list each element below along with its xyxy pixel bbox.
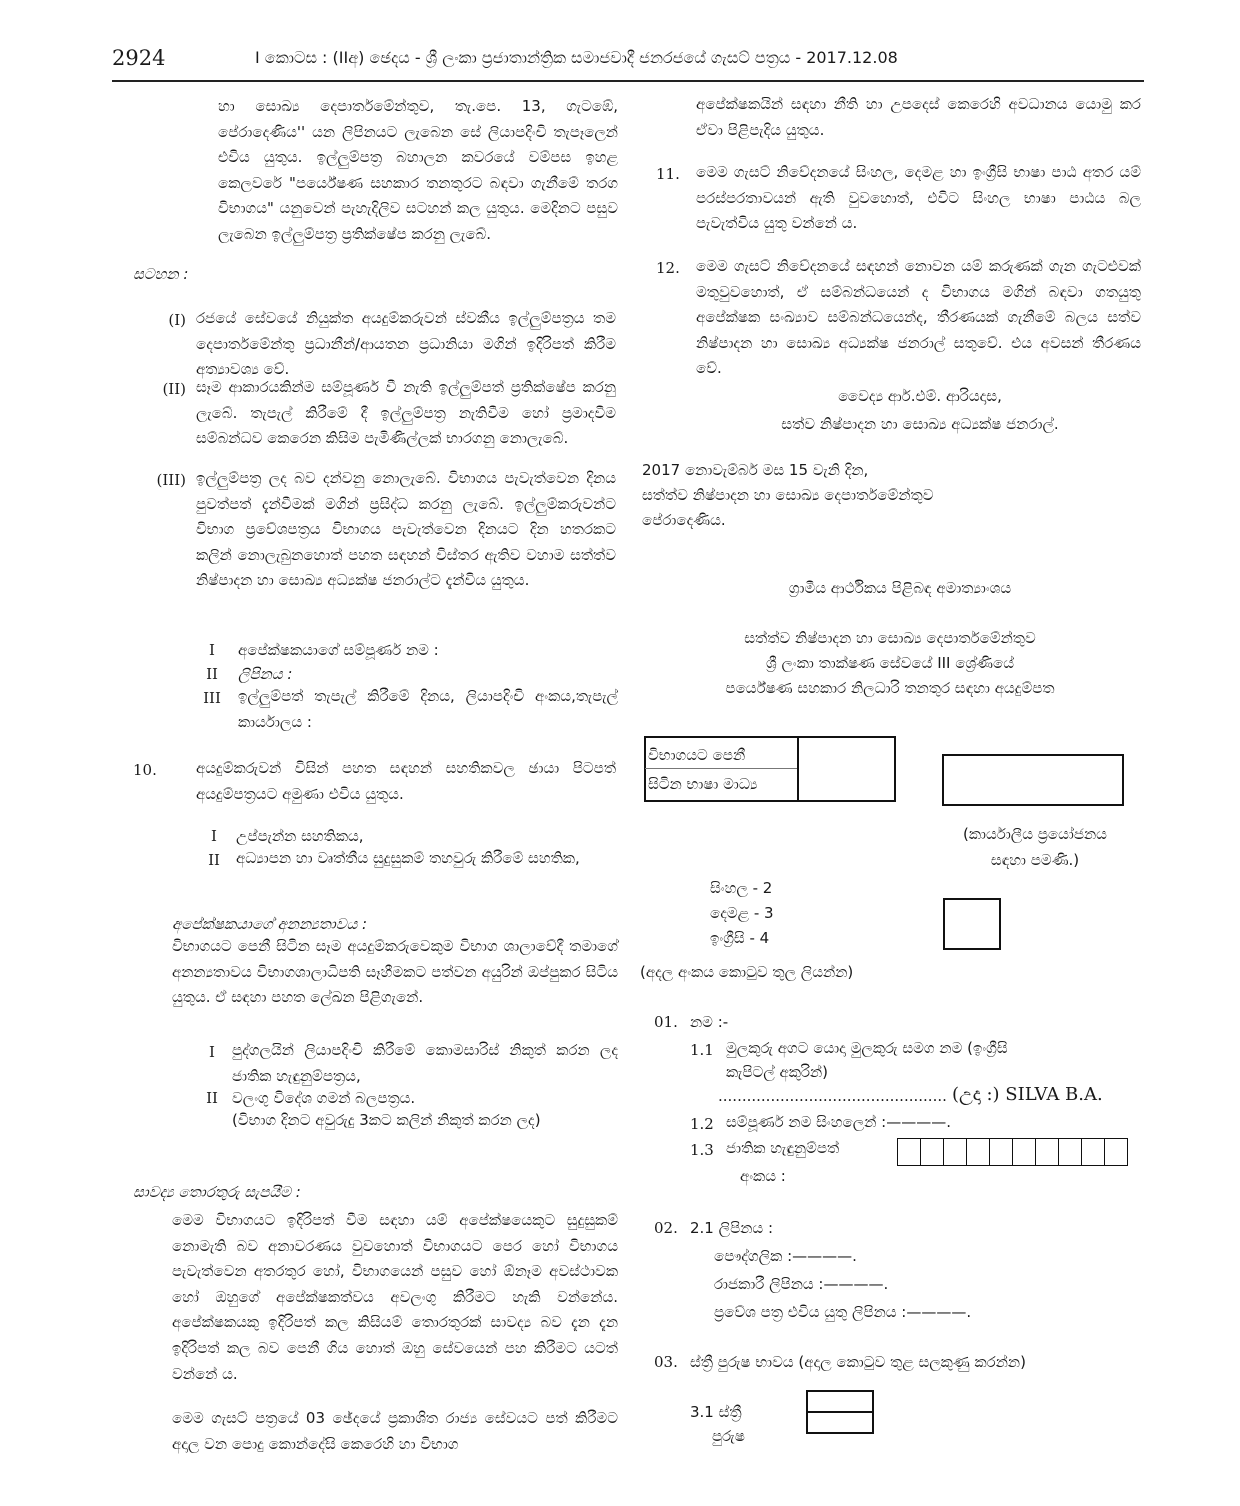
sublist-item: උප්පැන්න සහතිකය,: [236, 827, 364, 845]
initials-name-input[interactable]: ................................................: [718, 1087, 947, 1105]
identity-heading: අපේක්ෂකයාගේ අනන්‍යතාවය :: [172, 915, 368, 933]
item-12-text: මෙම ගැසට් නිවේදනයේ සඳහන් නොවන යම් කරුණක් ගැන ගැටළුවක් මතුවුවහොත්, ඒ සම්බන්ධයෙන් ද විභාගය මගින් බඳවා ගතයුතු අපේක්ෂක සංඛ්‍යාව සම්බන්ධයෙන්ද, තීරණයක් ගැනීමේ බලය සත්ව නිෂ්පාදන හා සොඛ්‍ය අධ්‍යක්ෂ ජනරාල් සතුවේ. එය අවසන් තීරණය වේ.: [696, 257, 1141, 378]
medium-box-divider: [797, 738, 799, 800]
date-line: පේරාදෙණිය.: [642, 511, 726, 529]
nic-digit-box[interactable]: [1105, 1139, 1128, 1166]
note-number: (II): [162, 380, 186, 398]
address-field[interactable]: පෞද්ගලික :————.: [714, 1247, 857, 1265]
gender-female-checkbox[interactable]: [808, 1392, 872, 1410]
field-number: 03.: [654, 1353, 678, 1371]
item-number: 12.: [656, 259, 680, 277]
nic-label: ජාතික හැඳුනුම්පත්: [726, 1139, 840, 1157]
sublist-number: I: [211, 827, 217, 845]
sublist-item: ලිපිනය :: [238, 665, 293, 683]
nic-digit-box[interactable]: [1059, 1139, 1082, 1166]
full-name-sinhala-field[interactable]: සම්පූර්ණ නම සිංහලෙන් :————.: [726, 1113, 951, 1131]
field-number: 02.: [654, 1219, 678, 1237]
sublist-item: අධ්‍යාපන හා වෘත්තීය සුදුසුකම් තහවුරු කිරීමේ සහතික,: [236, 849, 580, 867]
note-text: රජයේ සේවයේ නියුක්ත අයදුම්කරුවන් ස්වකීය ඉල්ලුම්පත්‍රය තම දෙපාර්තමේන්තු ප්‍රධානීන්/ආයතන ප්‍රධානියා මගින් ඉදිරිපත් කිරීම අත්‍යාවශ්‍ය වේ.: [196, 309, 616, 379]
office-use-box[interactable]: [942, 754, 1124, 806]
sublist-number: III: [203, 689, 221, 707]
initials-name-label: මුලකුරු අගට යොදා මුලකුරු සමග නම (ඉංග්‍රීසි: [726, 1039, 1008, 1057]
nic-digit-box[interactable]: [944, 1139, 967, 1166]
page-number: 2924: [112, 46, 166, 70]
office-use-note: (කාර්යාලීය ප්‍රයෝජනය: [963, 825, 1107, 843]
nic-digit-box[interactable]: [1013, 1139, 1036, 1166]
false-info-paragraph: මෙම විභාගයට ඉදිරිපත් වීම සඳහා යම් අපේක්ෂයෙකුට සුදුසුකම් නොමැති බව අනාවරණය වුවහොත් විභාගයට පෙර හෝ විභාගය පැවැත්වෙන අතරතුර හෝ, විභාගයෙන් පසුව හෝ ඕනෑම අවස්ථාවක හෝ ඔහුගේ අපේක්ෂකත්වය අවලංගු කිරීමට හැකි වන්නේය. අපේක්ෂකයකු ඉදිරිපත් කල කිසියම් තොරතුරක් සාවද්‍ය බව දැන දැන ඉදිරිපත් කල බව පෙනී ගිය හොත් ඔහු සේවයෙන් පහ කිරීමට යටත් වන්නේ ය.: [172, 1211, 618, 1383]
signature-title: සත්ව නිෂ්පාදන හා සොඛ්‍ය අධ්‍යක්ෂ ජනරාල්.: [781, 415, 1059, 433]
sublist-number: II: [206, 1089, 218, 1107]
language-option: සිංහල - 2: [710, 879, 773, 897]
header-rule: [112, 80, 1144, 82]
form-title: පර්යේෂණ සහකාර නිලධාරි තනතුර සඳහා අයදුම්පත: [725, 679, 1055, 697]
gender-male-checkbox[interactable]: [808, 1413, 872, 1432]
address-field[interactable]: ප්‍රවේශ පත්‍ර එවිය යුතු ලිපිනය :————.: [714, 1303, 972, 1321]
field-number: 1.1: [690, 1041, 714, 1059]
date-line: සත්ත්ව නිෂ්පාදන හා සොඛ්‍ය දෙපාර්තමේන්තුව: [642, 486, 934, 504]
gender-female-label: 3.1 ස්ත්‍රී: [690, 1403, 742, 1421]
medium-input-box[interactable]: [800, 740, 892, 798]
gender-label: ස්ත්‍රී පුරුෂ භාවය (අදාල කොටුව තුළ සලකුණු කරන්න): [690, 1353, 1026, 1371]
office-use-note: සඳහා පමණි.): [990, 851, 1080, 869]
continuation-text: අපේක්ෂකයින් සඳහා නීති හා උපදෙස් කෙරෙහි අවධානය යොමු කර ඒවා පිළිපැදිය යුතුය.: [696, 95, 1141, 139]
item-11-text: මෙම ගැසට් නිවේදනයේ සිංහල, දෙමළ හා ඉංග්‍රීසි භාෂා පාඨ අතර යම් පරස්පරතාවයන් ඇති වුවහොත්, එවිට සිංහල භාෂා පාඨය බල පැවැත්විය යුතු වන්නේ ය.: [696, 163, 1141, 233]
nic-digit-box[interactable]: [1036, 1139, 1059, 1166]
language-option: දෙමළ - 3: [710, 904, 774, 922]
item-10-text: අයදුම්කරුවන් විසින් පහත සඳහන් සහතිකවල ඡායා පිටපත් අයදුම්පත්‍රයට අමුණා එවිය යුතුය.: [196, 759, 616, 803]
gender-male-label: පුරුෂ: [712, 1427, 745, 1445]
initials-name-label: කැපිටල් අකුරින්): [726, 1063, 829, 1081]
field-number: 1.2: [690, 1115, 714, 1133]
form-title: සත්ත්ව නිෂ්පාදන හා සොඛ්‍ය දෙපාර්තමේන්තුව: [744, 629, 1036, 647]
item-number: 11.: [656, 165, 680, 183]
date-line: 2017 නොවැම්බර් මස 15 වැනි දින,: [642, 461, 869, 479]
nic-digit-box[interactable]: [967, 1139, 990, 1166]
box-instruction: (අදල අංකය කොටුව තුල ලියන්න): [640, 963, 854, 981]
sublist-item: වලංගු විදේශ ගමන් බලපත්‍රය.: [232, 1089, 416, 1107]
nic-digit-box[interactable]: [1082, 1139, 1105, 1166]
nic-label: අංකය :: [740, 1167, 786, 1185]
nic-digit-box[interactable]: [921, 1139, 944, 1166]
sublist-item: අපේක්ෂකයාගේ සම්පූර්ණ නම :: [238, 641, 439, 659]
note-text: ඉල්ලුම්පත්‍ර ලද බව දන්වනු නොලැබේ. විභාගය පැවැත්වෙන දිනය පුවත්පත් දැන්වීමක් මගින් ප්‍රසිද්ධ කරනු ලැබේ. ඉල්ලුම්කරුවන්ට විභාග ප්‍රවේශපත්‍රය විභාගය පැවැත්වෙන දිනයට දින හතරකට කලින් නොලැබුනහොත් පහත සඳහන් විස්තර ඇතිව වහාම සත්ත්ව නිෂ්පාදන හා සොඛ්‍ය අධ්‍යක්ෂ ජනරාල්ට දැන්විය යුතුය.: [196, 469, 616, 590]
note-text: සෑම ආකාරයකින්ම සම්පූර්ණ වී නැති ඉල්ලුම්පත් ප්‍රතික්ෂේප කරනු ලැබේ. තැපැල් කිරීමේ දී ඉල්ලුම්පත්‍ර නැතිවීම හෝ ප්‍රමාදවීම සම්බන්ධව කෙරෙන කිසිම පැමිණිල්ලක් භාරගනු නොලැබේ.: [196, 378, 616, 448]
note-number: (III): [156, 471, 186, 489]
item-number: 10.: [133, 761, 157, 779]
form-title: ශ්‍රී ලංකා තාක්ෂණ සේවයේ III ශ්‍රේණියේ: [765, 654, 1015, 672]
sublist-number: II: [206, 665, 218, 683]
false-info-heading: සාවද්‍ය තොරතුරු සැපයීම :: [133, 1183, 301, 1201]
nic-digit-box[interactable]: [898, 1139, 921, 1166]
language-option: ඉංග්‍රීසි - 4: [710, 929, 770, 947]
medium-label: විභාගයට පෙනී: [648, 746, 746, 764]
nic-digit-box[interactable]: [990, 1139, 1013, 1166]
address-label: 2.1 ලිපිනය :: [690, 1219, 774, 1237]
closing-paragraph: මෙම ගැසට් පත්‍රයේ 03 ඡේදයේ ප්‍රකාශිත රාජ්‍ය සේවයට පත් කිරීමට අදාල වන පොදු කොන්දේසි කෙරෙහි හා විභාග: [172, 1409, 618, 1453]
field-number: 1.3: [690, 1141, 714, 1159]
nic-number-boxes[interactable]: [897, 1138, 1128, 1166]
sublist-item: ඉල්ලුම්පත් තැපැල් කිරීමේ දිනය, ලියාපදිංචි අංකය,තැපැල් කාර්යාලය :: [238, 687, 618, 731]
note-number: (I): [168, 311, 186, 329]
identity-paragraph: විභාගයට පෙනී සිටින සෑම අයදුම්කරුවෙකුම විභාග ශාලාවේදී තමාගේ අනන්‍යතාවය විභාගශාලාධිපති සෑහීමකට පත්වන අයුරින් ඔප්පුකර සිටිය යුතුය. ඒ සඳහා පහත ලේඛන පිළිගැනේ.: [172, 937, 618, 1007]
sublist-item: පුද්ගලයින් ලියාපදිංචි කිරීමේ කොමසාරිස් නිකුත් කරන ලද ජාතික හැඳුනුම්පත්‍රය,: [232, 1041, 618, 1085]
medium-label-divider: [645, 768, 797, 769]
medium-label: සිටින භාෂා මාධ්‍ය: [648, 775, 758, 793]
intro-paragraph: හා සොඛ්‍ය දෙපාර්තමේන්තුව, තැ.පෙ. 13, ගැටඹේ, පේරාදෙණිය'' යන ලිපිනයට ලැබෙන සේ ලියාපදිංචි තැපෑලෙන් එවිය යුතුය. ඉල්ලුම්පත්‍ර බහාලන කවරයේ වම්පස ඉහළ කෙලවරේ "පර්යේෂණ සහකාර තනතුරට බඳවා ගැනීමේ තරග විභාගය" යනුවෙන් පැහැදිලිව සටහන් කල යුතුය. මෙදිනට පසුව ලැබෙන ඉල්ලුම්පත්‍ර ප්‍රතික්ෂේප කරනු ලැබේ.: [218, 97, 618, 243]
name-label: නම :-: [690, 1013, 729, 1031]
field-number: 01.: [654, 1013, 678, 1031]
notes-heading: සටහන :: [133, 265, 189, 283]
sublist-note: (විභාග දිනට අවුරුදු 3කට කලින් නිකුත් කරන ලද): [232, 1111, 541, 1129]
sublist-number: I: [209, 641, 215, 659]
sublist-number: II: [208, 851, 220, 869]
sublist-number: I: [209, 1043, 215, 1061]
ministry-title: ග්‍රාමීය ආර්ථිකය පිළිබඳ අමාත්‍යාංශය: [788, 579, 1012, 597]
name-example: (උදා :) SILVA B.A.: [952, 1084, 1103, 1105]
signature-name: වෛද්‍ය ආර්.එම්. ආරියදාස,: [838, 387, 1002, 405]
gazette-header-title: I කොටස : (IIඅ) ඡෙදය - ශ්‍රී ලංකා ප්‍රජාතාන්ත්‍රික සමාජවාදී ජනරජයේ ගැසට් පත්‍රය - 2017.12.08: [255, 48, 898, 67]
language-code-box[interactable]: [943, 898, 1001, 950]
address-field[interactable]: රාජකාරී ලිපිනය :————.: [714, 1275, 889, 1293]
